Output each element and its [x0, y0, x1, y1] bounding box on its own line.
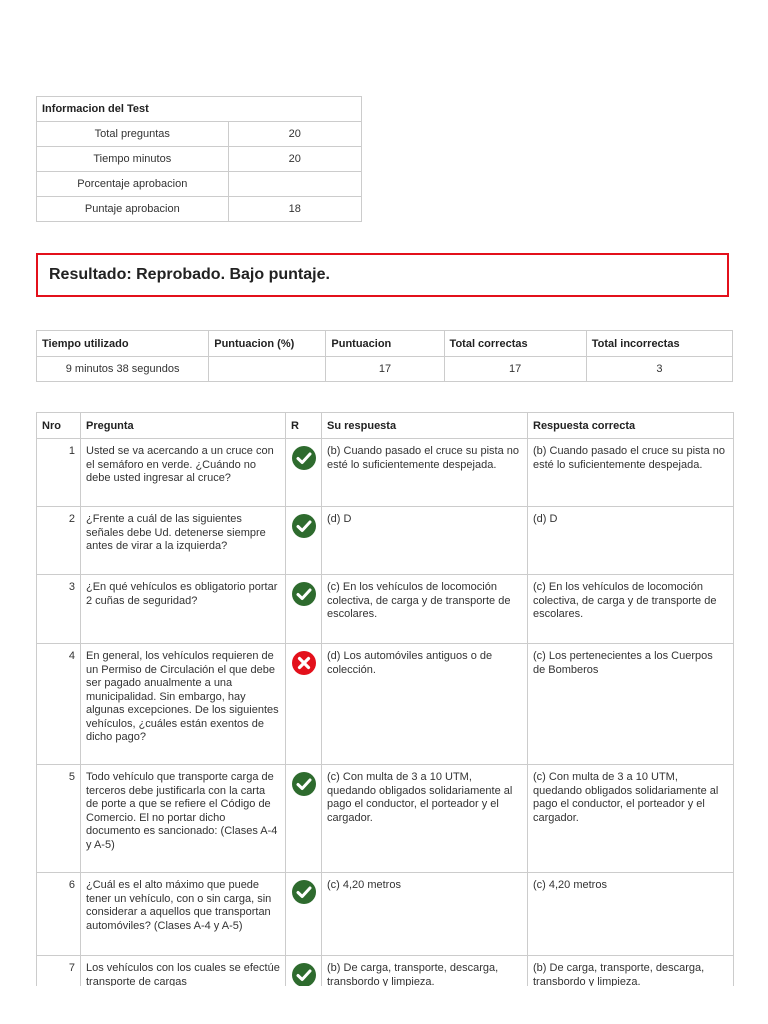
- check-circle-icon: [291, 598, 317, 610]
- correct-answer: (d) D: [528, 507, 734, 575]
- info-value: 20: [228, 122, 361, 147]
- check-circle-icon: [291, 462, 317, 474]
- correct-answer: (c) Los pertenecientes a los Cuerpos de Bomberos: [528, 644, 734, 765]
- result-cell: [286, 439, 322, 507]
- question-number: 4: [37, 644, 81, 765]
- table-row: [37, 873, 734, 956]
- column-header: Su respuesta: [322, 413, 528, 439]
- summary-incorrect: 3: [586, 357, 732, 382]
- result-text: Resultado: Reprobado. Bajo puntaje.: [49, 266, 330, 283]
- column-header: Puntuacion (%): [209, 331, 326, 357]
- table-row: [37, 956, 734, 987]
- question-number: 6: [37, 873, 81, 956]
- question-text: Los vehículos con los cuales se efectúe transporte de cargas: [81, 956, 286, 987]
- summary-correct: 17: [444, 357, 586, 382]
- user-answer: (b) Cuando pasado el cruce su pista no esté lo suficientemente despejada.: [322, 439, 528, 507]
- user-answer: (c) Con multa de 3 a 10 UTM, quedando obligados solidariamente al pago el conductor, el porteador y el cargador.: [322, 765, 528, 873]
- check-circle-icon: [291, 979, 317, 986]
- column-header: Total incorrectas: [586, 331, 732, 357]
- question-number: 2: [37, 507, 81, 575]
- table-row: [37, 765, 734, 873]
- correct-answer: (c) En los vehículos de locomoción colectiva, de carga y de transporte de escolares.: [528, 575, 734, 644]
- correct-answer: (c) Con multa de 3 a 10 UTM, quedando obligados solidariamente al pago el conductor, el porteador y el cargador.: [528, 765, 734, 873]
- check-circle-icon: [291, 788, 317, 800]
- column-header: Respuesta correcta: [528, 413, 734, 439]
- user-answer: (d) D: [322, 507, 528, 575]
- table-row: [37, 644, 734, 765]
- question-number: 7: [37, 956, 81, 987]
- info-label: Total preguntas: [37, 122, 229, 147]
- column-header: R: [286, 413, 322, 439]
- column-header: Tiempo utilizado: [37, 331, 209, 357]
- user-answer: (d) Los automóviles antiguos o de colección.: [322, 644, 528, 765]
- question-text: En general, los vehículos requieren de un Permiso de Circulación el que debe ser pagado anualmente a una municipalidad. Sin embargo, hay algunas excepciones. De los siguientes vehículos, ¿cuáles están exentos de dicho pago?: [81, 644, 286, 765]
- question-number: 5: [37, 765, 81, 873]
- info-value: 20: [228, 147, 361, 172]
- summary-score: 17: [326, 357, 444, 382]
- correct-answer: (b) Cuando pasado el cruce su pista no esté lo suficientemente despejada.: [528, 439, 734, 507]
- result-cell: [286, 507, 322, 575]
- column-header: Pregunta: [81, 413, 286, 439]
- column-header: Puntuacion: [326, 331, 444, 357]
- check-circle-icon: [291, 896, 317, 908]
- user-answer: (b) De carga, transporte, descarga, transbordo y limpieza.: [322, 956, 528, 987]
- x-circle-icon: [291, 667, 317, 679]
- question-number: 1: [37, 439, 81, 507]
- correct-answer: (b) De carga, transporte, descarga, transbordo y limpieza.: [528, 956, 734, 987]
- result-cell: [286, 873, 322, 956]
- check-circle-icon: [291, 530, 317, 542]
- answers-table: [36, 412, 734, 986]
- correct-answer: (c) 4,20 metros: [528, 873, 734, 956]
- table-header-row: [37, 413, 734, 439]
- result-cell: [286, 575, 322, 644]
- info-label: Porcentaje aprobacion: [37, 172, 229, 197]
- info-value: 18: [228, 197, 361, 222]
- result-cell: [286, 765, 322, 873]
- question-text: Todo vehículo que transporte carga de terceros debe justificarla con la carta de porte a que se refiere el Código de Comercio. El no portar dicho documento es sancionado: (Clases A-4 y A-5): [81, 765, 286, 873]
- table-row: [37, 439, 734, 507]
- summary-time: 9 minutos 38 segundos: [37, 357, 209, 382]
- result-cell: [286, 644, 322, 765]
- user-answer: (c) En los vehículos de locomoción colectiva, de carga y de transporte de escolares.: [322, 575, 528, 644]
- test-info-title: Informacion del Test: [37, 97, 362, 122]
- question-text: Usted se va acercando a un cruce con el semáforo en verde. ¿Cuándo no debe usted ingresar al cruce?: [81, 439, 286, 507]
- info-label: Tiempo minutos: [37, 147, 229, 172]
- user-answer: (c) 4,20 metros: [322, 873, 528, 956]
- table-row: [37, 575, 734, 644]
- question-text: ¿En qué vehículos es obligatorio portar 2 cuñas de seguridad?: [81, 575, 286, 644]
- result-cell: [286, 956, 322, 987]
- column-header: Total correctas: [444, 331, 586, 357]
- table-row: [37, 507, 734, 575]
- column-header: Nro: [37, 413, 81, 439]
- question-text: ¿Frente a cuál de las siguientes señales debe Ud. detenerse siempre antes de virar a la izquierda?: [81, 507, 286, 575]
- question-text: ¿Cuál es el alto máximo que puede tener un vehículo, con o sin carga, sin considerar a aquellos que transportan automóviles? (Clases A-4 y A-5): [81, 873, 286, 956]
- question-number: 3: [37, 575, 81, 644]
- info-label: Puntaje aprobacion: [37, 197, 229, 222]
